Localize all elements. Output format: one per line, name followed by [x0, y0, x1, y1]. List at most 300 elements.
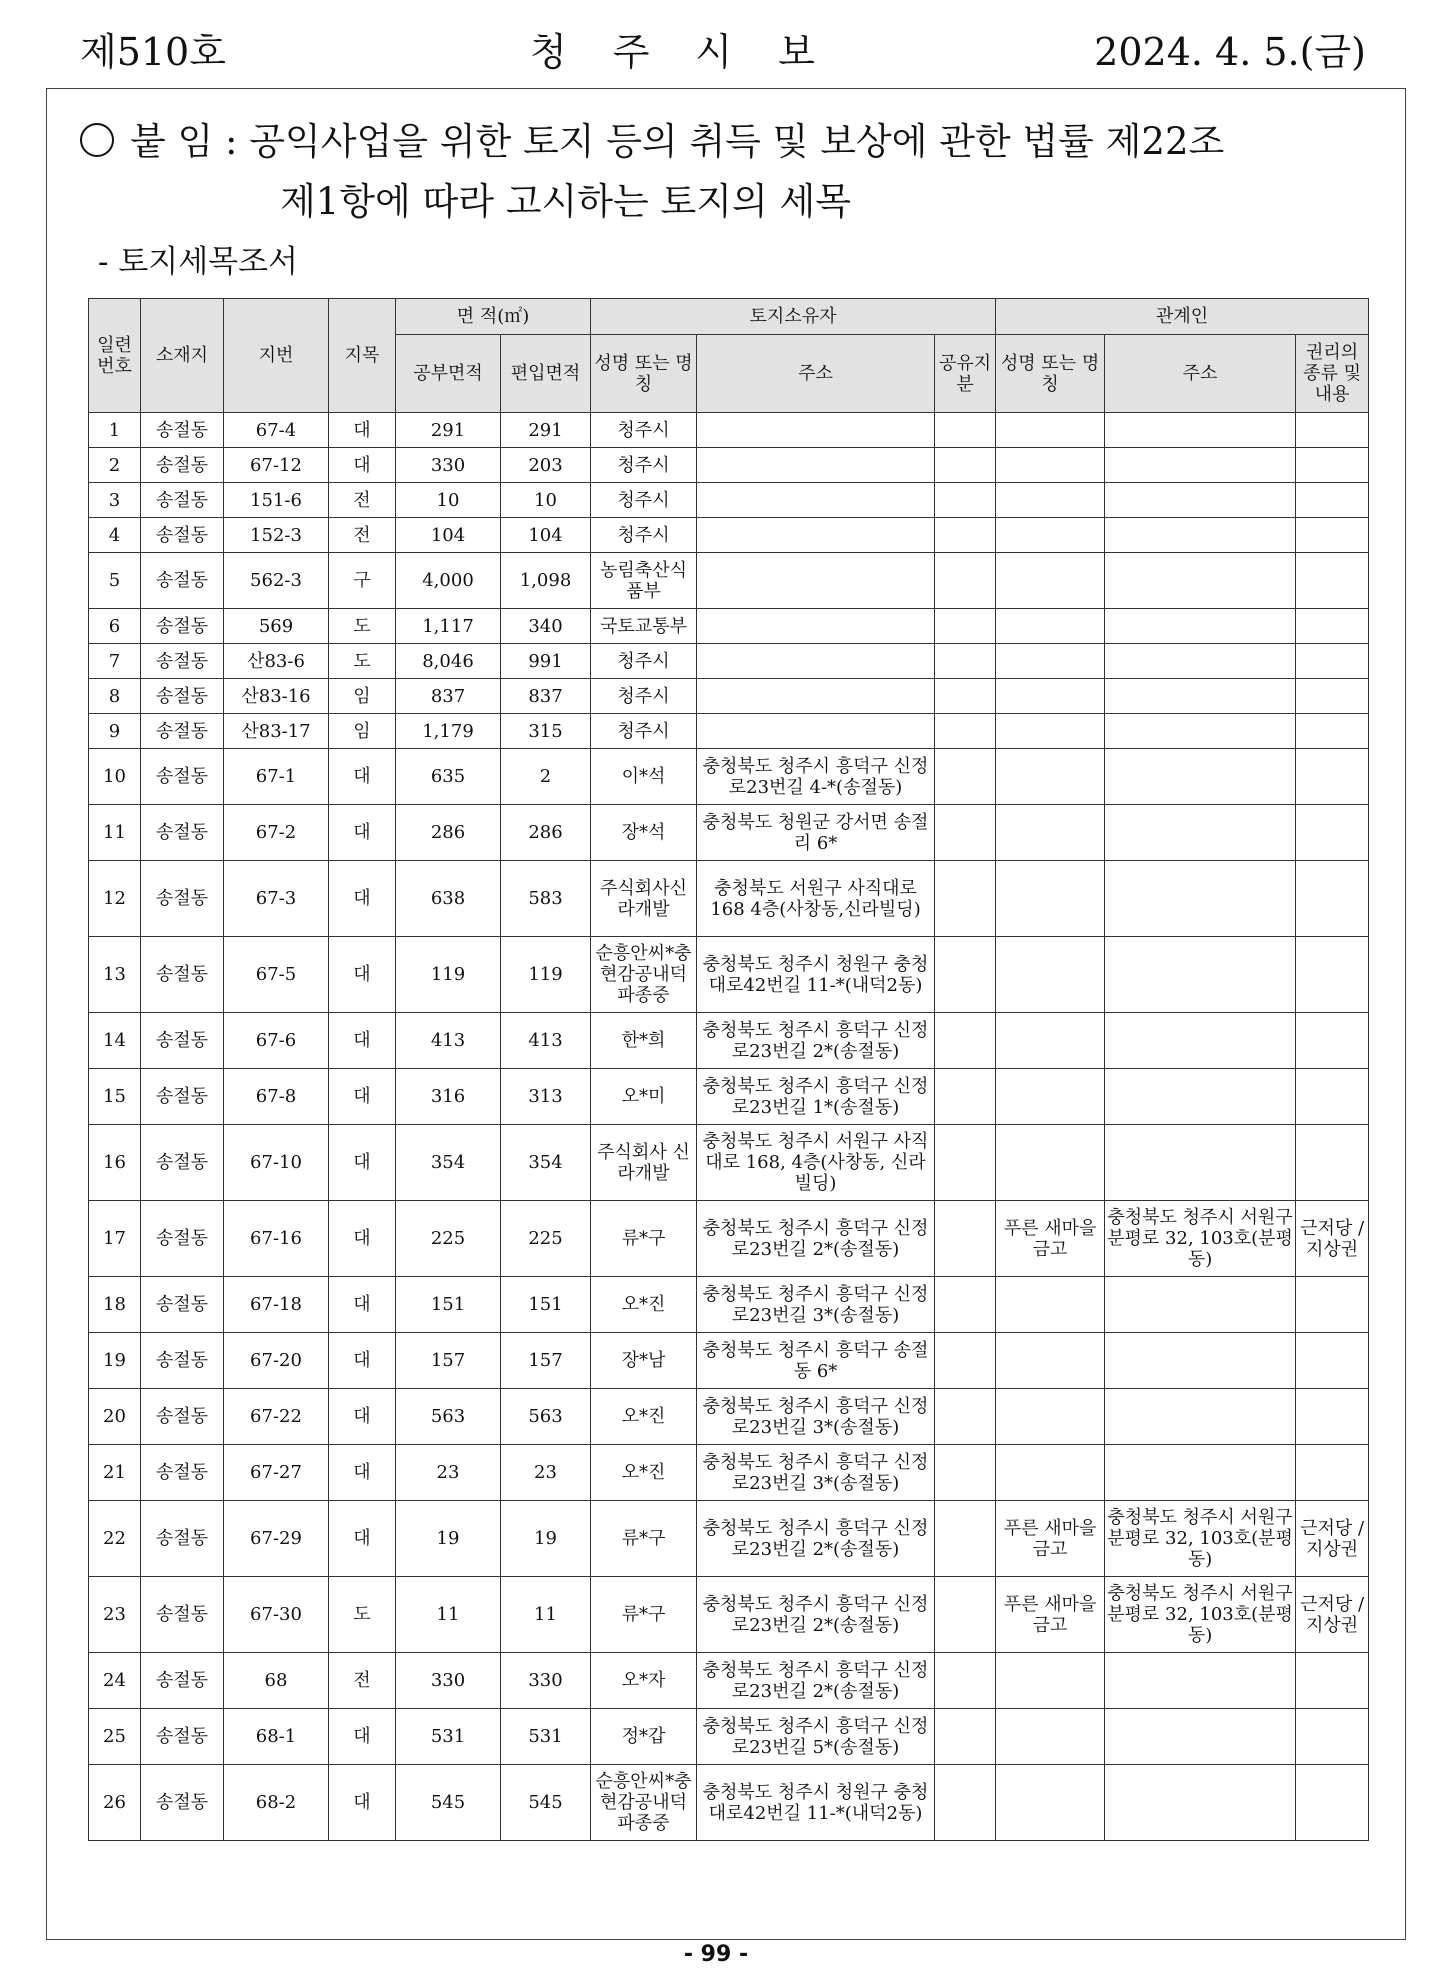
cell-owner-share [935, 861, 996, 937]
cell-rel-name [996, 1069, 1105, 1125]
cell-area-public: 413 [396, 1013, 501, 1069]
table-row [89, 861, 1369, 937]
cell-owner-addr: 충청북도 청주시 청원구 충청대로42번길 11-*(내덕2동) [697, 937, 935, 1013]
cell-rel-name [996, 749, 1105, 805]
cell-owner-name: 청주시 [591, 714, 697, 749]
cell-lot: 67-4 [224, 413, 329, 448]
cell-area-public: 11 [396, 1577, 501, 1653]
publication-date: 2024. 4. 5.(금) [1094, 30, 1366, 74]
cell-lot: 산83-16 [224, 679, 329, 714]
cell-rel-right [1296, 1125, 1369, 1201]
cell-owner-share [935, 413, 996, 448]
table-row [89, 609, 1369, 644]
cell-area-incl: 157 [501, 1333, 591, 1389]
cell-area-public: 545 [396, 1765, 501, 1841]
cell-no: 5 [89, 553, 141, 609]
cell-owner-addr: 충청북도 청주시 흥덕구 신정로23번길 5*(송절동) [697, 1709, 935, 1765]
cell-owner-name: 오*진 [591, 1445, 697, 1501]
cell-rel-addr [1105, 714, 1296, 749]
cell-rel-right [1296, 714, 1369, 749]
heading-line-2: 제1항에 따라 고시하는 토지의 세목 [280, 180, 851, 223]
cell-owner-share [935, 714, 996, 749]
cell-category: 대 [329, 1125, 396, 1201]
table-row [89, 1069, 1369, 1125]
cell-owner-addr: 충청북도 청주시 흥덕구 신정로23번길 2*(송절동) [697, 1013, 935, 1069]
cell-owner-addr [697, 644, 935, 679]
cell-rel-addr [1105, 644, 1296, 679]
cell-area-public: 286 [396, 805, 501, 861]
cell-category: 전 [329, 518, 396, 553]
cell-area-public: 119 [396, 937, 501, 1013]
cell-lot: 67-10 [224, 1125, 329, 1201]
cell-rel-addr [1105, 448, 1296, 483]
cell-category: 대 [329, 1201, 396, 1277]
cell-rel-right [1296, 1653, 1369, 1709]
cell-location: 송절동 [141, 749, 224, 805]
cell-rel-name [996, 1709, 1105, 1765]
cell-owner-share [935, 518, 996, 553]
col-header-area: 면 적(㎡) [396, 299, 591, 335]
cell-category: 대 [329, 1277, 396, 1333]
cell-area-public: 8,046 [396, 644, 501, 679]
col-header-owner: 토지소유자 [591, 299, 996, 335]
cell-area-incl: 23 [501, 1445, 591, 1501]
cell-rel-name [996, 413, 1105, 448]
cell-lot: 68 [224, 1653, 329, 1709]
cell-owner-share [935, 1069, 996, 1125]
cell-no: 22 [89, 1501, 141, 1577]
cell-no: 21 [89, 1445, 141, 1501]
cell-rel-addr [1105, 1765, 1296, 1841]
cell-owner-share [935, 1201, 996, 1277]
cell-owner-share [935, 1277, 996, 1333]
cell-location: 송절동 [141, 1333, 224, 1389]
cell-category: 전 [329, 483, 396, 518]
cell-area-incl: 2 [501, 749, 591, 805]
cell-no: 12 [89, 861, 141, 937]
table-row [89, 448, 1369, 483]
cell-category: 도 [329, 644, 396, 679]
cell-rel-right [1296, 1277, 1369, 1333]
cell-rel-right [1296, 805, 1369, 861]
cell-location: 송절동 [141, 1765, 224, 1841]
cell-rel-name [996, 1765, 1105, 1841]
cell-area-public: 157 [396, 1333, 501, 1389]
cell-owner-name: 청주시 [591, 413, 697, 448]
cell-owner-name: 류*구 [591, 1201, 697, 1277]
cell-rel-addr: 충청북도 청주시 서원구 분평로 32, 103호(분평동) [1105, 1577, 1296, 1653]
cell-rel-name [996, 1277, 1105, 1333]
cell-area-incl: 286 [501, 805, 591, 861]
cell-location: 송절동 [141, 609, 224, 644]
col-header-rel-addr: 주소 [1105, 335, 1296, 413]
cell-rel-name: 푸른 새마을금고 [996, 1201, 1105, 1277]
issue-number: 제510호 [80, 30, 226, 74]
cell-area-incl: 19 [501, 1501, 591, 1577]
cell-location: 송절동 [141, 1501, 224, 1577]
cell-rel-name [996, 679, 1105, 714]
cell-owner-name: 주식회사신라개발 [591, 861, 697, 937]
cell-area-public: 531 [396, 1709, 501, 1765]
cell-rel-name [996, 1653, 1105, 1709]
cell-area-public: 316 [396, 1069, 501, 1125]
cell-no: 10 [89, 749, 141, 805]
cell-area-public: 563 [396, 1389, 501, 1445]
cell-owner-share [935, 1125, 996, 1201]
cell-rel-right [1296, 1389, 1369, 1445]
cell-area-incl: 291 [501, 413, 591, 448]
cell-area-incl: 545 [501, 1765, 591, 1841]
cell-rel-addr [1105, 1069, 1296, 1125]
table-row [89, 749, 1369, 805]
cell-rel-right [1296, 1013, 1369, 1069]
cell-area-incl: 354 [501, 1125, 591, 1201]
table-row [89, 1445, 1369, 1501]
cell-rel-addr [1105, 1277, 1296, 1333]
cell-owner-share [935, 1765, 996, 1841]
cell-rel-right [1296, 518, 1369, 553]
cell-area-public: 354 [396, 1125, 501, 1201]
cell-no: 6 [89, 609, 141, 644]
cell-rel-right [1296, 1445, 1369, 1501]
col-header-rel-name: 성명 또는 명칭 [996, 335, 1105, 413]
cell-area-incl: 151 [501, 1277, 591, 1333]
cell-area-incl: 225 [501, 1201, 591, 1277]
cell-owner-share [935, 749, 996, 805]
col-header-owner-name: 성명 또는 명칭 [591, 335, 697, 413]
cell-rel-right [1296, 1765, 1369, 1841]
page-number: - 99 - [683, 1942, 749, 1967]
cell-location: 송절동 [141, 1709, 224, 1765]
cell-area-public: 291 [396, 413, 501, 448]
cell-owner-share [935, 483, 996, 518]
cell-area-public: 837 [396, 679, 501, 714]
cell-owner-share [935, 1577, 996, 1653]
cell-no: 7 [89, 644, 141, 679]
cell-category: 임 [329, 714, 396, 749]
cell-rel-right [1296, 1333, 1369, 1389]
cell-lot: 67-16 [224, 1201, 329, 1277]
cell-rel-right [1296, 609, 1369, 644]
cell-category: 대 [329, 413, 396, 448]
cell-area-public: 1,117 [396, 609, 501, 644]
cell-rel-name [996, 1333, 1105, 1389]
cell-owner-name: 청주시 [591, 679, 697, 714]
cell-owner-name: 류*구 [591, 1501, 697, 1577]
cell-area-public: 225 [396, 1201, 501, 1277]
cell-no: 15 [89, 1069, 141, 1125]
cell-location: 송절동 [141, 679, 224, 714]
col-header-owner-share: 공유지분 [935, 335, 996, 413]
cell-owner-name: 오*자 [591, 1653, 697, 1709]
col-header-category: 지목 [329, 299, 396, 413]
cell-no: 13 [89, 937, 141, 1013]
cell-owner-share [935, 1653, 996, 1709]
table-row [89, 1201, 1369, 1277]
cell-rel-name: 푸른 새마을금고 [996, 1577, 1105, 1653]
cell-rel-right [1296, 448, 1369, 483]
cell-lot: 67-3 [224, 861, 329, 937]
cell-owner-addr [697, 553, 935, 609]
cell-rel-addr: 충청북도 청주시 서원구 분평로 32, 103호(분평동) [1105, 1201, 1296, 1277]
cell-rel-right [1296, 1069, 1369, 1125]
cell-rel-right [1296, 937, 1369, 1013]
cell-category: 대 [329, 861, 396, 937]
cell-owner-share [935, 1709, 996, 1765]
cell-rel-right [1296, 644, 1369, 679]
cell-owner-share [935, 937, 996, 1013]
cell-area-incl: 10 [501, 483, 591, 518]
cell-owner-name: 농림축산식품부 [591, 553, 697, 609]
land-detail-table [88, 298, 1369, 1841]
cell-owner-name: 청주시 [591, 518, 697, 553]
cell-area-incl: 563 [501, 1389, 591, 1445]
cell-location: 송절동 [141, 518, 224, 553]
cell-rel-addr: 충청북도 청주시 서원구 분평로 32, 103호(분평동) [1105, 1501, 1296, 1577]
cell-location: 송절동 [141, 644, 224, 679]
cell-area-public: 104 [396, 518, 501, 553]
cell-owner-addr: 충청북도 청주시 흥덕구 신정로23번길 2*(송절동) [697, 1653, 935, 1709]
section-subtitle: - 토지세목조서 [98, 244, 299, 280]
cell-rel-right [1296, 483, 1369, 518]
cell-rel-name: 푸른 새마을금고 [996, 1501, 1105, 1577]
cell-rel-name [996, 644, 1105, 679]
table-row [89, 553, 1369, 609]
cell-area-incl: 104 [501, 518, 591, 553]
cell-category: 대 [329, 1501, 396, 1577]
cell-owner-name: 오*미 [591, 1069, 697, 1125]
cell-no: 16 [89, 1125, 141, 1201]
cell-area-incl: 315 [501, 714, 591, 749]
cell-owner-addr: 충청북도 청주시 흥덕구 신정로23번길 3*(송절동) [697, 1277, 935, 1333]
cell-rel-addr [1105, 1125, 1296, 1201]
cell-rel-right: 근저당 /지상권 [1296, 1577, 1369, 1653]
cell-rel-name [996, 805, 1105, 861]
cell-area-public: 635 [396, 749, 501, 805]
cell-rel-name [996, 861, 1105, 937]
cell-no: 11 [89, 805, 141, 861]
heading-line-1: 붙 임 : 공익사업을 위한 토지 등의 취득 및 보상에 관한 법률 제22조 [130, 120, 1225, 163]
cell-area-incl: 991 [501, 644, 591, 679]
cell-no: 8 [89, 679, 141, 714]
cell-area-incl: 340 [501, 609, 591, 644]
cell-owner-name: 청주시 [591, 483, 697, 518]
table-row [89, 1577, 1369, 1653]
cell-lot: 67-29 [224, 1501, 329, 1577]
cell-owner-addr: 충청북도 청주시 흥덕구 송절동 6* [697, 1333, 935, 1389]
cell-rel-name [996, 483, 1105, 518]
cell-category: 대 [329, 805, 396, 861]
cell-owner-addr: 충청북도 청주시 흥덕구 신정로23번길 4-*(송절동) [697, 749, 935, 805]
cell-owner-addr: 충청북도 청주시 흥덕구 신정로23번길 2*(송절동) [697, 1201, 935, 1277]
cell-location: 송절동 [141, 1577, 224, 1653]
cell-category: 임 [329, 679, 396, 714]
cell-owner-name: 장*남 [591, 1333, 697, 1389]
cell-rel-name [996, 937, 1105, 1013]
cell-rel-name [996, 714, 1105, 749]
cell-category: 대 [329, 1333, 396, 1389]
cell-owner-addr [697, 483, 935, 518]
cell-category: 대 [329, 1709, 396, 1765]
attachment-heading [80, 112, 1224, 232]
cell-owner-addr: 충청북도 청주시 서원구 사직대로 168, 4층(사창동, 신라빌딩) [697, 1125, 935, 1201]
cell-owner-share [935, 1445, 996, 1501]
cell-rel-addr [1105, 749, 1296, 805]
cell-rel-right: 근저당 /지상권 [1296, 1501, 1369, 1577]
cell-area-incl: 330 [501, 1653, 591, 1709]
table-row [89, 1653, 1369, 1709]
cell-area-incl: 313 [501, 1069, 591, 1125]
cell-no: 2 [89, 448, 141, 483]
cell-rel-addr [1105, 805, 1296, 861]
cell-rel-name [996, 1125, 1105, 1201]
table-row [89, 1709, 1369, 1765]
cell-owner-share [935, 553, 996, 609]
cell-rel-addr [1105, 1333, 1296, 1389]
cell-category: 대 [329, 1069, 396, 1125]
cell-lot: 152-3 [224, 518, 329, 553]
table-row [89, 714, 1369, 749]
cell-area-public: 330 [396, 1653, 501, 1709]
cell-rel-addr [1105, 1445, 1296, 1501]
col-header-owner-addr: 주소 [697, 335, 935, 413]
page-header [80, 22, 1366, 82]
cell-lot: 67-22 [224, 1389, 329, 1445]
cell-area-incl: 119 [501, 937, 591, 1013]
cell-no: 18 [89, 1277, 141, 1333]
cell-owner-name: 오*진 [591, 1277, 697, 1333]
cell-rel-name [996, 1445, 1105, 1501]
cell-rel-addr [1105, 1389, 1296, 1445]
cell-location: 송절동 [141, 714, 224, 749]
cell-no: 25 [89, 1709, 141, 1765]
cell-category: 도 [329, 1577, 396, 1653]
col-header-no: 일련번호 [89, 299, 141, 413]
cell-area-incl: 583 [501, 861, 591, 937]
cell-no: 26 [89, 1765, 141, 1841]
cell-no: 1 [89, 413, 141, 448]
cell-no: 24 [89, 1653, 141, 1709]
cell-owner-name: 청주시 [591, 644, 697, 679]
cell-location: 송절동 [141, 1653, 224, 1709]
cell-lot: 67-2 [224, 805, 329, 861]
cell-rel-addr [1105, 679, 1296, 714]
cell-rel-right [1296, 749, 1369, 805]
cell-lot: 68-2 [224, 1765, 329, 1841]
cell-no: 23 [89, 1577, 141, 1653]
table-row [89, 805, 1369, 861]
cell-owner-addr: 충청북도 청주시 흥덕구 신정로23번길 2*(송절동) [697, 1577, 935, 1653]
cell-area-public: 19 [396, 1501, 501, 1577]
cell-owner-share [935, 448, 996, 483]
cell-owner-share [935, 1333, 996, 1389]
cell-no: 19 [89, 1333, 141, 1389]
cell-rel-addr [1105, 413, 1296, 448]
cell-area-public: 4,000 [396, 553, 501, 609]
cell-location: 송절동 [141, 483, 224, 518]
cell-owner-addr [697, 518, 935, 553]
cell-category: 대 [329, 749, 396, 805]
cell-lot: 산83-17 [224, 714, 329, 749]
cell-rel-right [1296, 679, 1369, 714]
table-row [89, 1333, 1369, 1389]
cell-area-public: 330 [396, 448, 501, 483]
cell-owner-share [935, 1013, 996, 1069]
cell-area-public: 10 [396, 483, 501, 518]
cell-area-incl: 11 [501, 1577, 591, 1653]
table-row [89, 679, 1369, 714]
cell-location: 송절동 [141, 1069, 224, 1125]
cell-rel-addr [1105, 937, 1296, 1013]
cell-location: 송절동 [141, 1201, 224, 1277]
cell-owner-name: 류*구 [591, 1577, 697, 1653]
cell-rel-addr [1105, 518, 1296, 553]
col-header-location: 소재지 [141, 299, 224, 413]
cell-owner-addr [697, 714, 935, 749]
cell-rel-name [996, 518, 1105, 553]
cell-location: 송절동 [141, 937, 224, 1013]
cell-lot: 569 [224, 609, 329, 644]
cell-owner-addr [697, 609, 935, 644]
cell-owner-addr: 충청북도 서원구 사직대로 168 4층(사창동,신라빌딩) [697, 861, 935, 937]
cell-no: 20 [89, 1389, 141, 1445]
cell-owner-share [935, 1501, 996, 1577]
cell-owner-addr [697, 679, 935, 714]
cell-category: 전 [329, 1653, 396, 1709]
cell-no: 17 [89, 1201, 141, 1277]
cell-rel-name [996, 1013, 1105, 1069]
cell-owner-addr [697, 448, 935, 483]
cell-category: 대 [329, 1389, 396, 1445]
cell-location: 송절동 [141, 1125, 224, 1201]
cell-category: 구 [329, 553, 396, 609]
table-row [89, 413, 1369, 448]
cell-rel-name [996, 553, 1105, 609]
cell-rel-right [1296, 413, 1369, 448]
cell-area-incl: 203 [501, 448, 591, 483]
cell-owner-name: 순흥안씨*충현감공내덕파종중 [591, 937, 697, 1013]
cell-category: 대 [329, 937, 396, 1013]
cell-rel-name [996, 1389, 1105, 1445]
cell-area-incl: 413 [501, 1013, 591, 1069]
cell-lot: 562-3 [224, 553, 329, 609]
cell-rel-addr [1105, 1709, 1296, 1765]
cell-owner-addr: 충청북도 청원군 강서면 송절리 6* [697, 805, 935, 861]
cell-owner-addr: 충청북도 청주시 흥덕구 신정로23번길 3*(송절동) [697, 1445, 935, 1501]
cell-owner-addr: 충청북도 청주시 청원구 충청대로42번길 11-*(내덕2동) [697, 1765, 935, 1841]
cell-area-incl: 837 [501, 679, 591, 714]
cell-owner-share [935, 1389, 996, 1445]
col-header-rel-right: 권리의 종류 및 내용 [1296, 335, 1369, 413]
table-row [89, 1125, 1369, 1201]
cell-owner-addr: 충청북도 청주시 흥덕구 신정로23번길 3*(송절동) [697, 1389, 935, 1445]
cell-owner-addr: 충청북도 청주시 흥덕구 신정로23번길 1*(송절동) [697, 1069, 935, 1125]
cell-lot: 67-20 [224, 1333, 329, 1389]
cell-lot: 67-8 [224, 1069, 329, 1125]
cell-lot: 67-27 [224, 1445, 329, 1501]
cell-location: 송절동 [141, 805, 224, 861]
cell-lot: 67-1 [224, 749, 329, 805]
table-row [89, 483, 1369, 518]
cell-area-public: 23 [396, 1445, 501, 1501]
cell-owner-name: 청주시 [591, 448, 697, 483]
cell-rel-addr [1105, 609, 1296, 644]
cell-location: 송절동 [141, 553, 224, 609]
cell-owner-addr: 충청북도 청주시 흥덕구 신정로23번길 2*(송절동) [697, 1501, 935, 1577]
cell-category: 대 [329, 1445, 396, 1501]
cell-location: 송절동 [141, 1013, 224, 1069]
cell-category: 대 [329, 448, 396, 483]
